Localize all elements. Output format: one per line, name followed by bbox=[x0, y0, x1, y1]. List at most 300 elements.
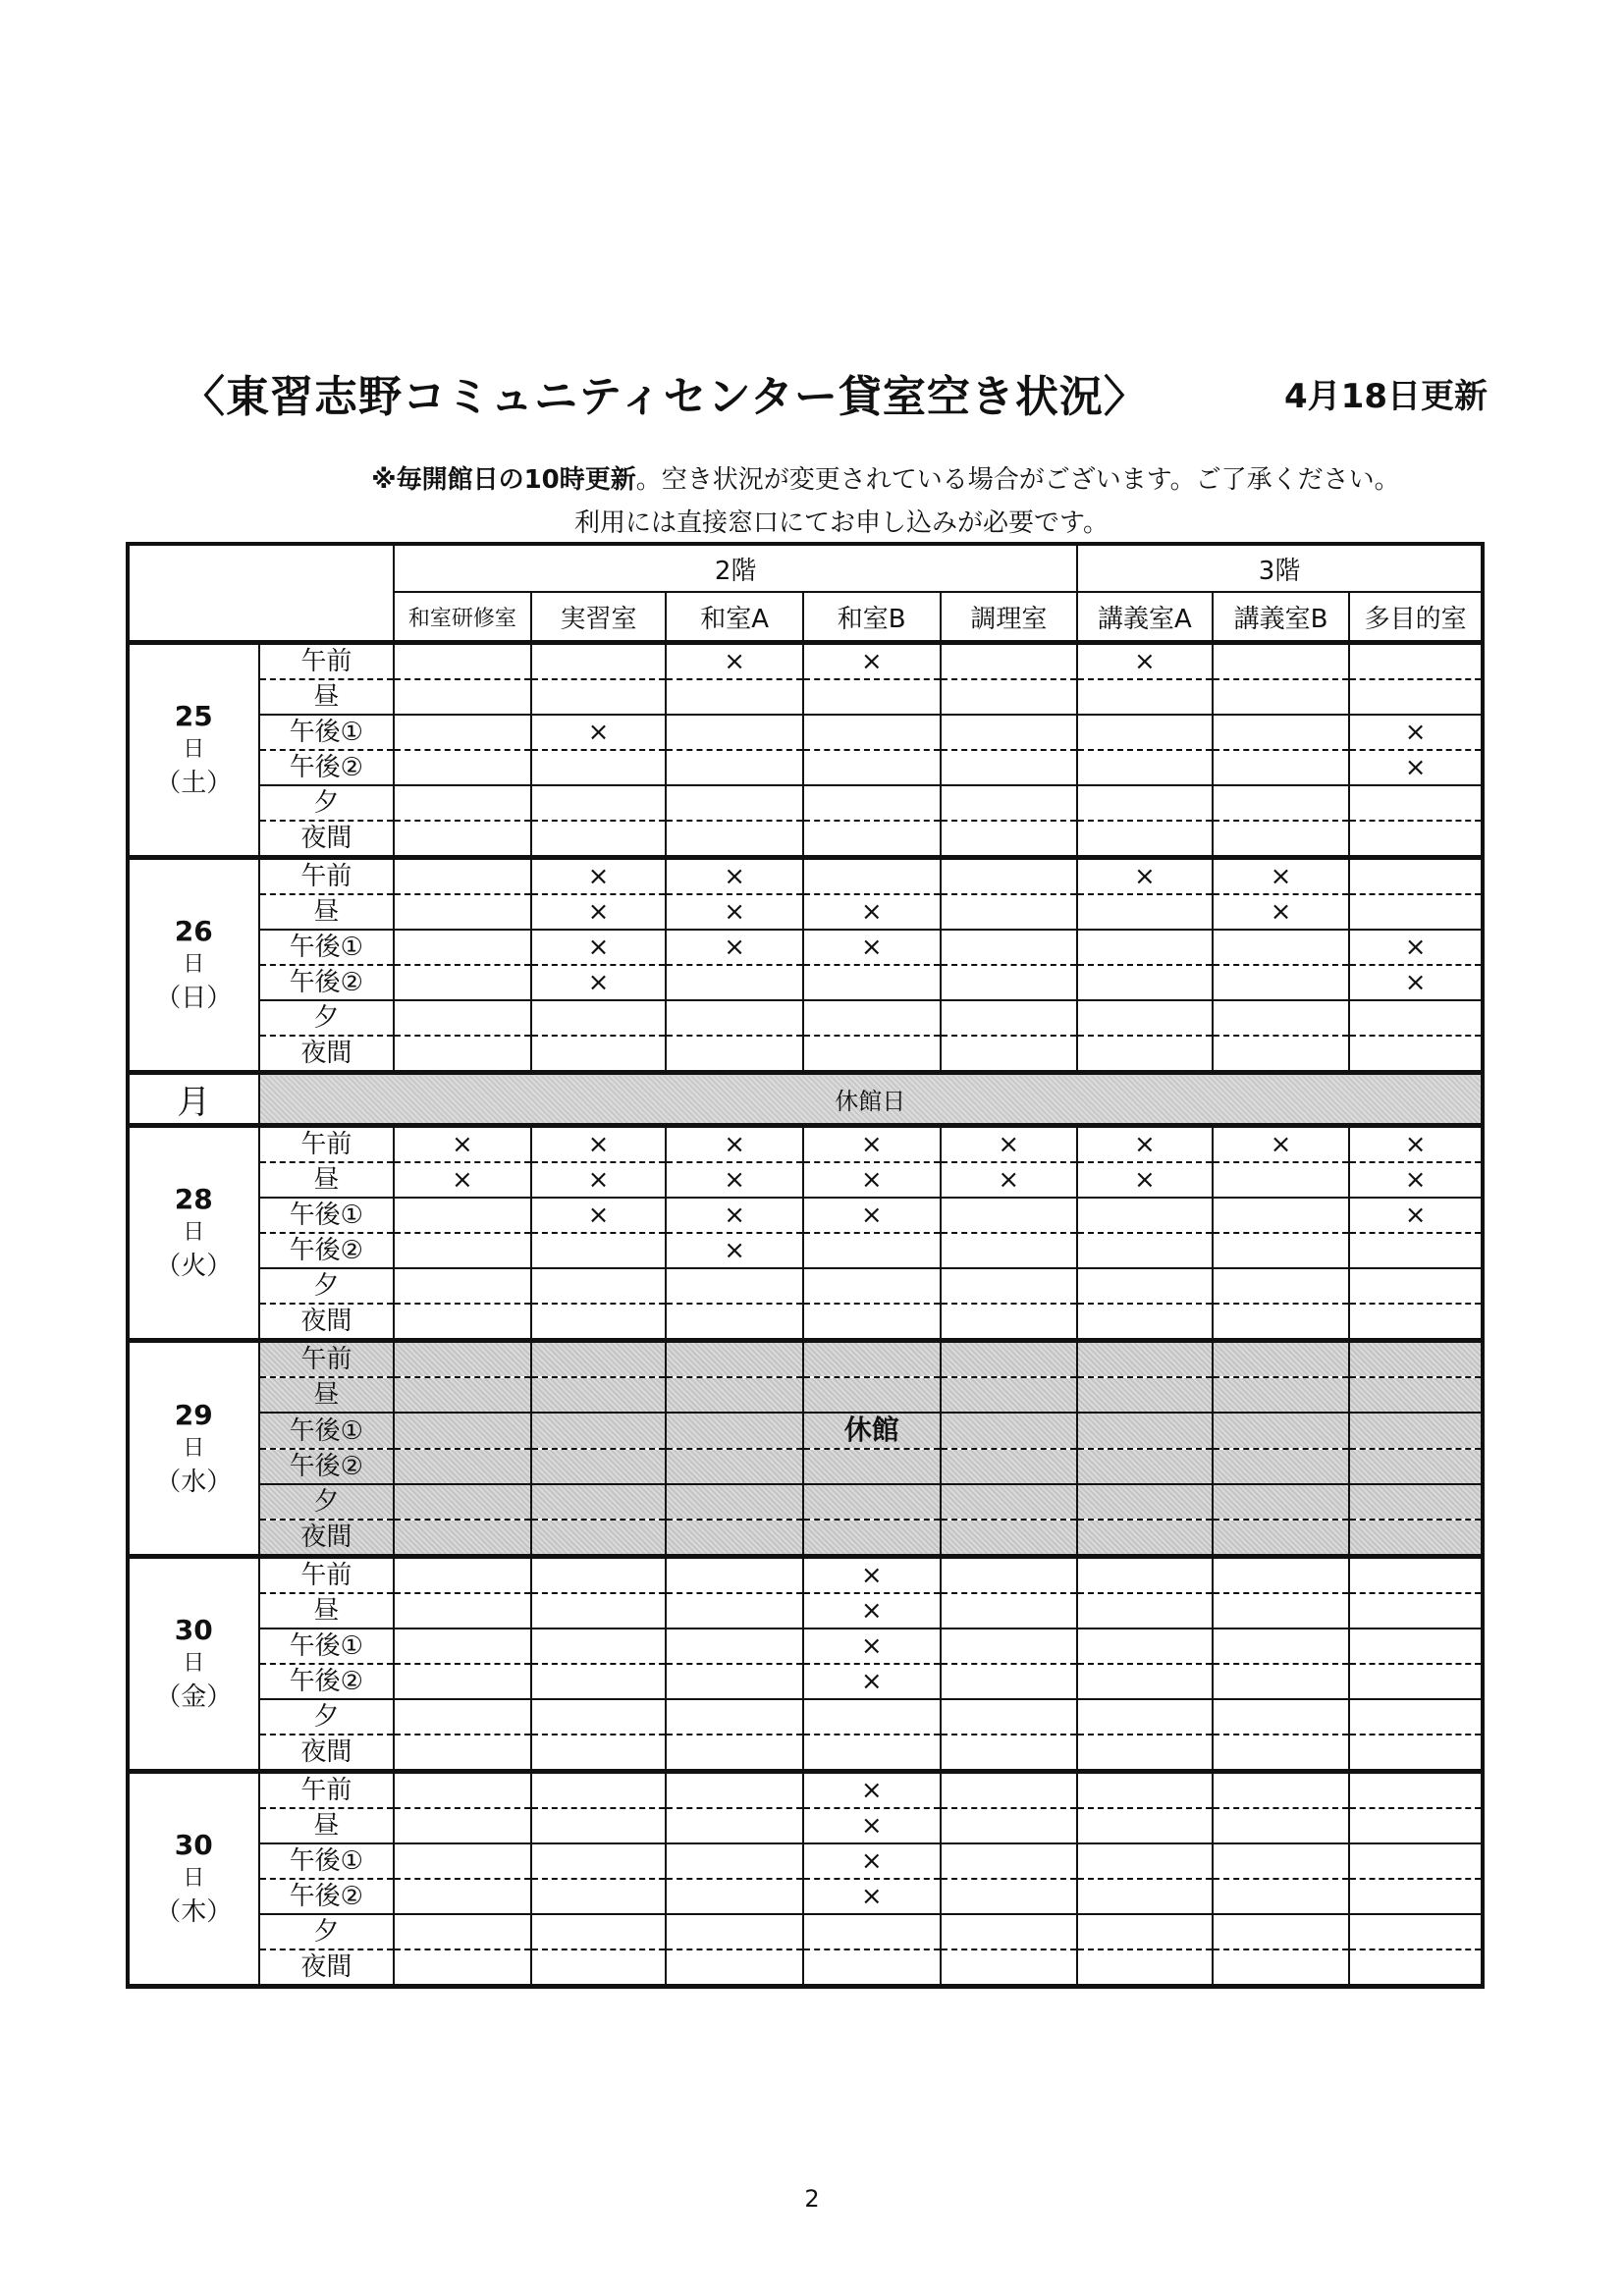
availability-cell bbox=[1349, 1162, 1483, 1198]
day-cell bbox=[128, 643, 259, 858]
availability-cell bbox=[1213, 679, 1350, 715]
room-header: 講義室A bbox=[1077, 592, 1213, 643]
room-header: 調理室 bbox=[941, 592, 1078, 643]
availability-cell bbox=[394, 1484, 531, 1520]
booked-mark: × bbox=[860, 1561, 883, 1590]
floor-header: 3階 bbox=[1077, 544, 1483, 592]
slot-row bbox=[128, 1233, 1483, 1268]
availability-cell bbox=[1077, 1000, 1213, 1036]
availability-cell bbox=[666, 1377, 803, 1413]
slot-label: 夜間 bbox=[259, 1304, 395, 1341]
availability-cell bbox=[1213, 1808, 1350, 1843]
availability-cell bbox=[666, 1593, 803, 1629]
availability-cell bbox=[394, 1520, 531, 1557]
availability-cell bbox=[803, 715, 941, 750]
slot-row bbox=[128, 965, 1483, 1000]
availability-cell bbox=[941, 1557, 1078, 1594]
slot-label: 午前 bbox=[259, 858, 395, 895]
availability-cell bbox=[803, 1413, 941, 1449]
availability-cell bbox=[1349, 1377, 1483, 1413]
slot-label: 昼 bbox=[259, 1808, 395, 1843]
availability-cell bbox=[941, 1808, 1078, 1843]
availability-cell bbox=[941, 715, 1078, 750]
slot-row bbox=[128, 1449, 1483, 1484]
availability-cell bbox=[803, 930, 941, 965]
availability-cell bbox=[1213, 930, 1350, 965]
availability-cell bbox=[1077, 1629, 1213, 1664]
availability-cell bbox=[941, 785, 1078, 821]
booked-mark: × bbox=[1270, 897, 1292, 927]
slot-label: 夕 bbox=[259, 1268, 395, 1304]
availability-cell bbox=[1077, 1449, 1213, 1484]
floor-header: 2階 bbox=[394, 544, 1077, 592]
availability-cell bbox=[941, 643, 1078, 680]
slot-row bbox=[128, 1198, 1483, 1233]
booked-mark: × bbox=[860, 1201, 883, 1230]
availability-cell bbox=[666, 1000, 803, 1036]
booked-mark: × bbox=[587, 718, 610, 747]
availability-cell bbox=[531, 715, 667, 750]
availability-cell bbox=[666, 1699, 803, 1735]
booked-mark: × bbox=[724, 1201, 745, 1230]
slot-row bbox=[128, 1484, 1483, 1520]
availability-cell bbox=[394, 1413, 531, 1449]
availability-cell bbox=[394, 930, 531, 965]
slot-label: 午後② bbox=[259, 1664, 395, 1699]
slot-label: 午後② bbox=[259, 1233, 395, 1268]
availability-cell bbox=[666, 821, 803, 858]
booked-mark: × bbox=[1134, 1165, 1156, 1195]
booked-mark: × bbox=[587, 897, 610, 927]
update-note-rest: 。空き状況が変更されている場合がございます。ご了承ください。 bbox=[635, 465, 1400, 495]
availability-cell bbox=[1349, 1341, 1483, 1378]
slot-label: 午後① bbox=[259, 1413, 395, 1449]
table-corner bbox=[128, 544, 394, 643]
slot-row bbox=[128, 1304, 1483, 1341]
availability-cell bbox=[803, 894, 941, 930]
availability-cell bbox=[941, 1413, 1078, 1449]
room-header: 和室研修室 bbox=[394, 592, 531, 643]
booked-mark: × bbox=[452, 1165, 473, 1195]
availability-cell bbox=[1213, 643, 1350, 680]
availability-table bbox=[126, 542, 1485, 1989]
slot-label: 昼 bbox=[259, 1162, 395, 1198]
availability-cell bbox=[1077, 1162, 1213, 1198]
booked-mark: × bbox=[860, 1130, 883, 1159]
availability-cell bbox=[666, 643, 803, 680]
availability-cell bbox=[1077, 1520, 1213, 1557]
availability-cell bbox=[941, 1949, 1078, 1987]
availability-cell bbox=[1213, 1772, 1350, 1809]
availability-cell bbox=[803, 1233, 941, 1268]
availability-cell bbox=[1077, 715, 1213, 750]
availability-cell bbox=[803, 1699, 941, 1735]
availability-cell bbox=[1077, 1914, 1213, 1949]
slot-label: 夜間 bbox=[259, 1735, 395, 1772]
availability-cell bbox=[1349, 1268, 1483, 1304]
slot-label: 午後② bbox=[259, 1879, 395, 1914]
availability-cell bbox=[1213, 1341, 1350, 1378]
availability-cell bbox=[531, 965, 667, 1000]
slot-row bbox=[128, 1000, 1483, 1036]
slot-label: 夜間 bbox=[259, 1036, 395, 1073]
slot-row bbox=[128, 643, 1483, 680]
booked-mark: × bbox=[860, 1631, 883, 1661]
day-cell bbox=[128, 1772, 259, 1987]
slot-label: 午後① bbox=[259, 930, 395, 965]
availability-cell bbox=[941, 1664, 1078, 1699]
slot-label: 午前 bbox=[259, 643, 395, 680]
slot-row bbox=[128, 1413, 1483, 1449]
availability-cell bbox=[1077, 1735, 1213, 1772]
availability-cell bbox=[1349, 1843, 1483, 1879]
availability-cell bbox=[666, 1341, 803, 1378]
day-number: 26 bbox=[174, 915, 213, 947]
availability-cell bbox=[531, 1735, 667, 1772]
availability-cell bbox=[803, 1449, 941, 1484]
weekday: （金） bbox=[155, 1682, 233, 1712]
availability-cell bbox=[803, 821, 941, 858]
availability-cell bbox=[1213, 894, 1350, 930]
availability-cell bbox=[1213, 821, 1350, 858]
day-number: 29 bbox=[174, 1398, 213, 1431]
room-header: 講義室B bbox=[1213, 592, 1350, 643]
availability-cell bbox=[803, 1949, 941, 1987]
day-cell bbox=[128, 858, 259, 1073]
slot-label: 昼 bbox=[259, 1593, 395, 1629]
availability-cell bbox=[394, 1304, 531, 1341]
slot-row bbox=[128, 1949, 1483, 1987]
weekday: （水） bbox=[155, 1467, 233, 1497]
day-cell bbox=[128, 1341, 259, 1557]
availability-cell bbox=[394, 1377, 531, 1413]
availability-cell bbox=[1077, 1304, 1213, 1341]
availability-cell bbox=[1213, 1520, 1350, 1557]
availability-cell bbox=[1077, 1484, 1213, 1520]
availability-cell bbox=[803, 1268, 941, 1304]
slot-label: 午後① bbox=[259, 715, 395, 750]
booked-mark: × bbox=[1404, 1130, 1427, 1159]
day-number: 30 bbox=[174, 1614, 213, 1646]
slot-label: 午前 bbox=[259, 1557, 395, 1594]
slot-label: 午後② bbox=[259, 750, 395, 785]
booked-mark: × bbox=[998, 1165, 1020, 1195]
availability-cell bbox=[1077, 1557, 1213, 1594]
availability-cell bbox=[1349, 1914, 1483, 1949]
availability-cell bbox=[1349, 785, 1483, 821]
availability-cell bbox=[531, 1198, 667, 1233]
booked-mark: × bbox=[860, 897, 883, 927]
day-number: 30 bbox=[174, 1829, 213, 1861]
availability-cell bbox=[1213, 785, 1350, 821]
booked-mark: × bbox=[860, 1667, 883, 1696]
booked-mark: × bbox=[587, 1130, 610, 1159]
availability-cell bbox=[1349, 679, 1483, 715]
availability-cell bbox=[1349, 1949, 1483, 1987]
availability-cell bbox=[941, 1593, 1078, 1629]
availability-cell bbox=[531, 894, 667, 930]
slot-label: 午後② bbox=[259, 1449, 395, 1484]
availability-cell bbox=[394, 1449, 531, 1484]
availability-cell bbox=[1077, 1808, 1213, 1843]
availability-cell bbox=[941, 894, 1078, 930]
slot-label: 夕 bbox=[259, 1000, 395, 1036]
availability-cell bbox=[941, 1304, 1078, 1341]
availability-cell bbox=[803, 1843, 941, 1879]
slot-label: 午後① bbox=[259, 1629, 395, 1664]
availability-cell bbox=[1077, 1699, 1213, 1735]
availability-cell bbox=[941, 1772, 1078, 1809]
availability-cell bbox=[1349, 930, 1483, 965]
availability-cell bbox=[1349, 1557, 1483, 1594]
availability-cell bbox=[394, 965, 531, 1000]
availability-cell bbox=[1213, 1413, 1350, 1449]
availability-cell bbox=[531, 1162, 667, 1198]
availability-cell bbox=[666, 1268, 803, 1304]
booked-mark: × bbox=[1270, 1130, 1292, 1159]
availability-cell bbox=[1077, 930, 1213, 965]
availability-cell bbox=[531, 1036, 667, 1073]
availability-cell bbox=[394, 1162, 531, 1198]
availability-cell bbox=[1349, 1036, 1483, 1073]
availability-cell bbox=[1213, 1268, 1350, 1304]
booked-mark: × bbox=[860, 1776, 883, 1805]
slot-label: 夕 bbox=[259, 1914, 395, 1949]
availability-cell bbox=[803, 1377, 941, 1413]
availability-cell bbox=[803, 1914, 941, 1949]
availability-cell bbox=[1213, 1735, 1350, 1772]
booked-mark: × bbox=[860, 647, 883, 676]
availability-cell bbox=[531, 643, 667, 680]
availability-cell bbox=[803, 1198, 941, 1233]
availability-cell bbox=[531, 1304, 667, 1341]
booked-mark: × bbox=[1404, 718, 1427, 747]
availability-cell bbox=[1349, 1879, 1483, 1914]
slot-row bbox=[128, 1520, 1483, 1557]
availability-cell bbox=[531, 1268, 667, 1304]
slot-row bbox=[128, 1808, 1483, 1843]
availability-cell bbox=[941, 1126, 1078, 1163]
availability-cell bbox=[394, 1341, 531, 1378]
weekday: （日） bbox=[155, 984, 233, 1013]
slot-label: 午前 bbox=[259, 1126, 395, 1163]
availability-cell bbox=[394, 1949, 531, 1987]
slot-label: 昼 bbox=[259, 679, 395, 715]
availability-cell bbox=[1213, 1126, 1350, 1163]
slot-label: 昼 bbox=[259, 1377, 395, 1413]
availability-cell bbox=[941, 1198, 1078, 1233]
booked-mark: × bbox=[587, 968, 610, 997]
availability-cell bbox=[1077, 821, 1213, 858]
availability-cell bbox=[941, 821, 1078, 858]
availability-cell bbox=[531, 1377, 667, 1413]
room-header: 和室A bbox=[666, 592, 803, 643]
availability-cell bbox=[666, 894, 803, 930]
availability-cell bbox=[1349, 1664, 1483, 1699]
availability-cell bbox=[531, 1233, 667, 1268]
slot-row bbox=[128, 1914, 1483, 1949]
availability-cell bbox=[1349, 1735, 1483, 1772]
availability-cell bbox=[531, 1484, 667, 1520]
availability-cell bbox=[1077, 679, 1213, 715]
availability-cell bbox=[394, 1699, 531, 1735]
room-header: 多目的室 bbox=[1349, 592, 1483, 643]
document-header bbox=[182, 361, 1488, 424]
availability-cell bbox=[1077, 1664, 1213, 1699]
booked-mark: × bbox=[860, 1165, 883, 1195]
availability-cell bbox=[803, 679, 941, 715]
availability-cell bbox=[1349, 1808, 1483, 1843]
availability-cell bbox=[531, 1699, 667, 1735]
availability-cell bbox=[666, 1484, 803, 1520]
availability-cell bbox=[666, 1233, 803, 1268]
availability-cell bbox=[531, 1557, 667, 1594]
slot-row bbox=[128, 785, 1483, 821]
availability-cell bbox=[1077, 1268, 1213, 1304]
availability-cell bbox=[531, 930, 667, 965]
booked-mark: × bbox=[1404, 968, 1427, 997]
availability-cell bbox=[1077, 1879, 1213, 1914]
slot-label: 午前 bbox=[259, 1341, 395, 1378]
availability-cell bbox=[666, 1843, 803, 1879]
availability-cell bbox=[1077, 858, 1213, 895]
availability-cell bbox=[666, 1036, 803, 1073]
slot-label: 午前 bbox=[259, 1772, 395, 1809]
availability-cell bbox=[531, 1843, 667, 1879]
slot-row bbox=[128, 858, 1483, 895]
closed-label: 休館 bbox=[843, 1414, 899, 1446]
slot-label: 午後② bbox=[259, 965, 395, 1000]
availability-cell bbox=[1213, 1484, 1350, 1520]
availability-cell bbox=[803, 1036, 941, 1073]
availability-cell bbox=[1213, 858, 1350, 895]
availability-cell bbox=[666, 1772, 803, 1809]
monday-row bbox=[128, 1073, 1483, 1126]
availability-cell bbox=[1349, 1126, 1483, 1163]
availability-cell bbox=[803, 750, 941, 785]
availability-cell bbox=[394, 1664, 531, 1699]
booked-mark: × bbox=[724, 1130, 745, 1159]
availability-cell bbox=[1349, 1629, 1483, 1664]
slot-row bbox=[128, 1629, 1483, 1664]
availability-cell bbox=[394, 1198, 531, 1233]
day-number: 28 bbox=[174, 1183, 213, 1215]
availability-cell bbox=[1077, 1949, 1213, 1987]
availability-cell bbox=[1077, 750, 1213, 785]
availability-cell bbox=[803, 1629, 941, 1664]
availability-cell bbox=[666, 930, 803, 965]
availability-cell bbox=[941, 1735, 1078, 1772]
booked-mark: × bbox=[1404, 1165, 1427, 1195]
day-unit: 日 bbox=[183, 1435, 205, 1461]
availability-cell bbox=[394, 1772, 531, 1809]
availability-cell bbox=[803, 785, 941, 821]
availability-cell bbox=[941, 1484, 1078, 1520]
day-unit: 日 bbox=[183, 1220, 205, 1245]
weekday: （火） bbox=[155, 1252, 233, 1281]
availability-cell bbox=[531, 1914, 667, 1949]
availability-cell bbox=[941, 1843, 1078, 1879]
availability-cell bbox=[1349, 1233, 1483, 1268]
availability-cell bbox=[666, 1126, 803, 1163]
availability-cell bbox=[394, 785, 531, 821]
availability-cell bbox=[531, 1341, 667, 1378]
availability-cell bbox=[666, 1449, 803, 1484]
availability-cell bbox=[941, 1000, 1078, 1036]
availability-cell bbox=[394, 1843, 531, 1879]
availability-cell bbox=[803, 1593, 941, 1629]
availability-cell bbox=[803, 1126, 941, 1163]
application-note: 利用には直接窓口にてお申し込みが必要です。 bbox=[574, 508, 1109, 538]
availability-cell bbox=[394, 1735, 531, 1772]
slot-label: 午後① bbox=[259, 1843, 395, 1879]
availability-cell bbox=[1077, 1126, 1213, 1163]
availability-cell bbox=[531, 1520, 667, 1557]
availability-cell bbox=[1213, 1557, 1350, 1594]
booked-mark: × bbox=[587, 933, 610, 962]
availability-cell bbox=[1349, 1449, 1483, 1484]
availability-cell bbox=[941, 1341, 1078, 1378]
availability-cell bbox=[666, 965, 803, 1000]
slot-label: 午後① bbox=[259, 1198, 395, 1233]
availability-cell bbox=[803, 965, 941, 1000]
availability-cell bbox=[1077, 1413, 1213, 1449]
availability-cell bbox=[1213, 1949, 1350, 1987]
availability-cell bbox=[1349, 821, 1483, 858]
availability-cell bbox=[1349, 1593, 1483, 1629]
monday-label: 月 bbox=[128, 1073, 259, 1126]
day-number: 25 bbox=[174, 700, 213, 732]
availability-cell bbox=[1349, 965, 1483, 1000]
availability-cell bbox=[666, 1664, 803, 1699]
availability-cell bbox=[394, 894, 531, 930]
booked-mark: × bbox=[587, 1201, 610, 1230]
booked-mark: × bbox=[1134, 647, 1156, 676]
slot-label: 夜間 bbox=[259, 1949, 395, 1987]
slot-row bbox=[128, 1593, 1483, 1629]
availability-cell bbox=[531, 821, 667, 858]
slot-row bbox=[128, 821, 1483, 858]
availability-cell bbox=[666, 750, 803, 785]
booked-mark: × bbox=[587, 1165, 610, 1195]
availability-cell bbox=[941, 858, 1078, 895]
booked-mark: × bbox=[860, 1882, 883, 1911]
availability-cell bbox=[666, 1914, 803, 1949]
booked-mark: × bbox=[1134, 862, 1156, 891]
availability-cell bbox=[531, 1126, 667, 1163]
slot-row bbox=[128, 1268, 1483, 1304]
availability-cell bbox=[1213, 1843, 1350, 1879]
booked-mark: × bbox=[1270, 862, 1292, 891]
availability-cell bbox=[941, 1879, 1078, 1914]
day-unit: 日 bbox=[183, 1651, 205, 1676]
availability-cell bbox=[1213, 1198, 1350, 1233]
availability-cell bbox=[803, 858, 941, 895]
availability-cell bbox=[803, 1520, 941, 1557]
availability-cell bbox=[1077, 1233, 1213, 1268]
availability-cell bbox=[666, 1413, 803, 1449]
availability-cell bbox=[1213, 1699, 1350, 1735]
availability-cell bbox=[666, 1735, 803, 1772]
booked-mark: × bbox=[860, 1596, 883, 1626]
availability-cell bbox=[941, 1914, 1078, 1949]
slot-row bbox=[128, 1126, 1483, 1163]
availability-cell bbox=[941, 1629, 1078, 1664]
availability-cell bbox=[394, 715, 531, 750]
availability-cell bbox=[394, 1914, 531, 1949]
availability-cell bbox=[1349, 894, 1483, 930]
availability-cell bbox=[666, 1162, 803, 1198]
